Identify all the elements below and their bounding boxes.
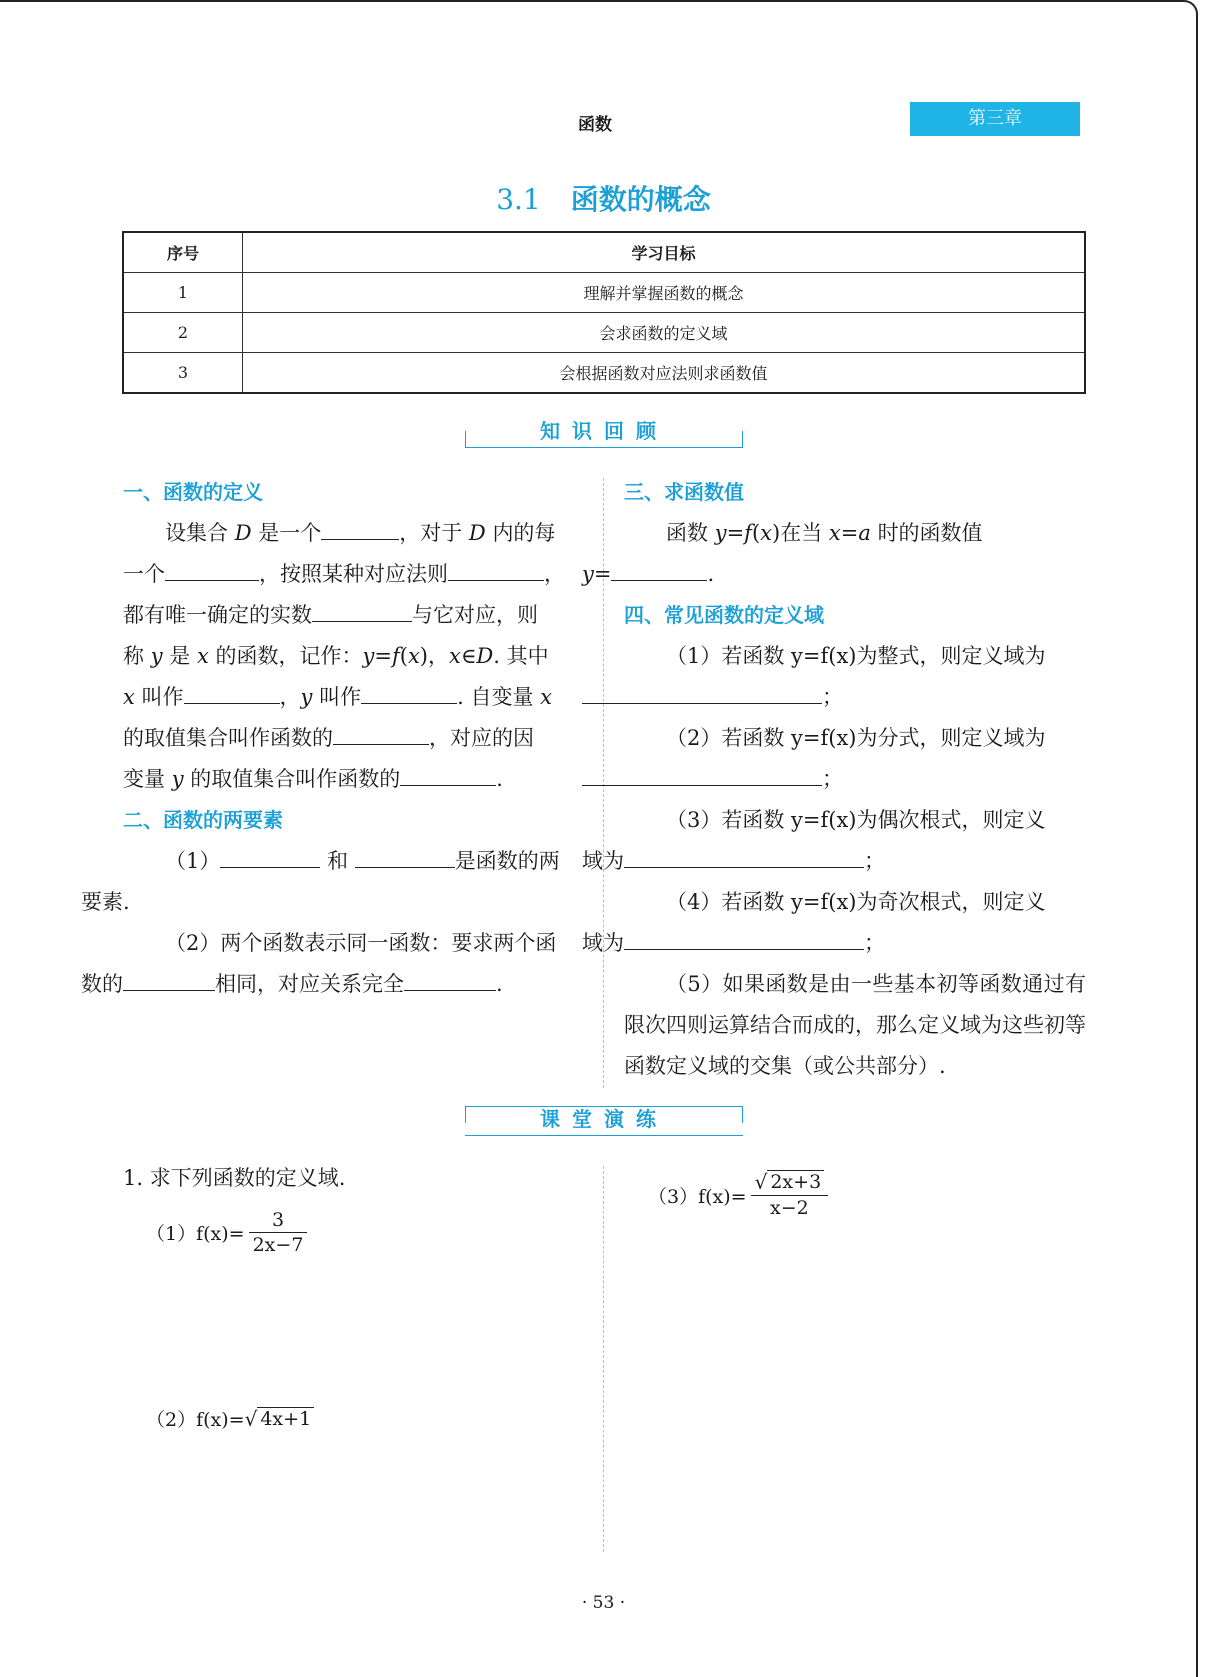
practice-banner [465,1106,743,1136]
definition-paragraph: 设集合 D 是一个 ，对于 D 内的每 一个 ，按照某种对应法则 ， 都有唯一确定的实数 与它对应，则 称 y 是 x 的函数，记作：y=f(x)，x∈D. 其中 x 叫作 ，y 叫作 . 自变量 x 的取值集合叫作函数的 ，对应的因 变量 y 的取值集合叫作函数的 . [123,513,583,800]
domain-item-5: （5）如果函数是由一些基本初等函数通过有限次四则运算结合而成的，那么定义域为这些初等函数定义域的交集（或公共部分）. [624,972,1086,1078]
review-banner-label: 知识回顾 [540,419,668,443]
answer-blank[interactable] [624,841,864,868]
section-name: 函数的概念 [570,183,711,216]
answer-blank[interactable] [400,759,496,786]
domain-item-3: （3）若函数 y=f(x)为偶次根式，则定义 域为 ； [582,808,1046,873]
page-number: · 53 · [581,1593,626,1613]
two-elements-paragraph-2: （2）两个函数表示同一函数：要求两个函 数的 相同，对应关系完全 . [81,931,557,996]
answer-blank[interactable] [220,841,320,868]
answer-blank[interactable] [355,841,455,868]
row-index: 1 [123,273,243,313]
heading-definition: 一、函数的定义 [123,480,263,504]
fraction: $\frac{3}{2x-7}$ [249,1208,308,1257]
answer-blank[interactable] [448,554,544,581]
table-header-row [123,232,1085,273]
heading-two-elements: 二、函数的两要素 [123,808,283,832]
left-column [81,472,583,1005]
row-goal: 会求函数的定义域 [243,313,1086,353]
formula-3: （3）f(x)= √ 2x+3 x−2 [648,1170,828,1220]
table-row [123,313,1085,353]
formula-1: （1）f(x)= $\frac{3}{2x-7}$ [146,1208,307,1257]
formula-2: （2）f(x)= √ 4x+1 [146,1405,314,1432]
square-root: √ 2x+3 [755,1170,825,1193]
right-column [582,472,1086,1087]
practice-question-1: 1. 求下列函数的定义域. [123,1166,346,1190]
row-goal: 理解并掌握函数的概念 [243,273,1086,313]
table-row [123,273,1085,313]
header-index: 序号 [123,232,243,273]
answer-blank[interactable] [582,677,822,704]
practice-banner-label: 课堂演练 [540,1107,668,1131]
row-index: 2 [123,313,243,353]
fraction: √ 2x+3 x−2 [751,1170,829,1220]
header-goal: 学习目标 [243,232,1086,273]
section-title [0,178,1207,218]
answer-blank[interactable] [611,554,707,581]
answer-blank[interactable] [321,513,399,540]
answer-blank[interactable] [123,964,215,991]
function-value-paragraph: 函数 y=f(x)在当 x=a 时的函数值 y= . [582,521,983,586]
answer-blank[interactable] [165,554,259,581]
answer-blank[interactable] [333,718,429,745]
table-row [123,353,1085,394]
answer-blank[interactable] [404,964,496,991]
practice-divider [603,1166,604,1552]
row-goal: 会根据函数对应法则求函数值 [243,353,1086,394]
running-header: 函数 [578,115,612,135]
answer-blank[interactable] [361,677,457,704]
review-banner [465,418,743,448]
domain-item-1: （1）若函数 y=f(x)为整式，则定义域为 ； [624,636,1086,718]
row-index: 3 [123,353,243,394]
domain-item-4: （4）若函数 y=f(x)为奇次根式，则定义 域为 ； [582,890,1046,955]
answer-blank[interactable] [184,677,280,704]
learning-goals-table [122,231,1086,394]
two-elements-paragraph-1: （1） 和 是函数的两 要素. [123,841,583,923]
section-number: 3.1 [496,183,541,216]
chapter-tab: 第三章 [910,102,1080,136]
domain-item-2: （2）若函数 y=f(x)为分式，则定义域为 ； [624,718,1086,800]
answer-blank[interactable] [624,923,864,950]
heading-common-domains: 四、常见函数的定义域 [624,603,824,627]
square-root: √ 4x+1 [245,1407,315,1430]
answer-blank[interactable] [312,595,412,622]
heading-function-value: 三、求函数值 [624,480,744,504]
answer-blank[interactable] [582,759,822,786]
